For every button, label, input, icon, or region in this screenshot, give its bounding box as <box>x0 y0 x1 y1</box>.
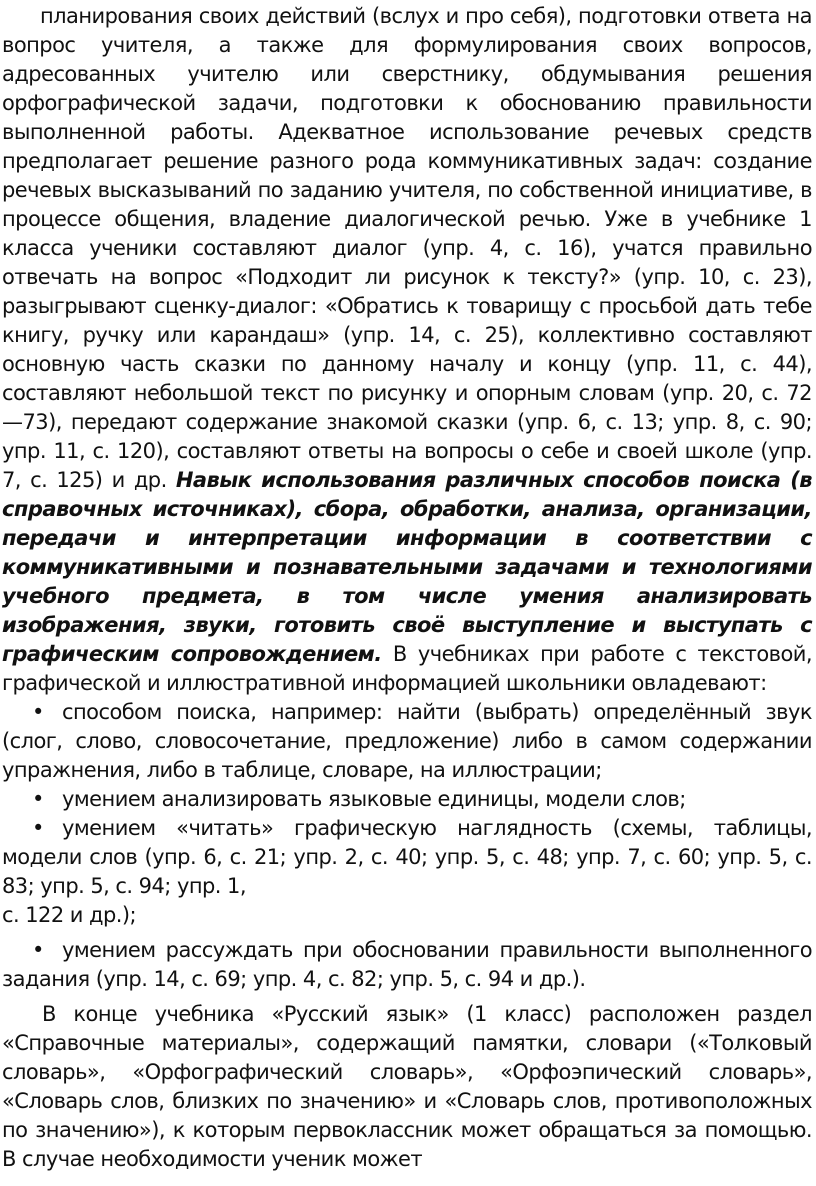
bullet-item-read-graphics-continuation: с. 122 и др.); <box>2 903 137 927</box>
bullet-text: умением рассуждать при обосновании правильности выполненного задания (упр. 14, с. 69; упр. 4, с. 82; упр. 5, с. 94 и др.). <box>2 938 812 991</box>
bullet-item-search: • способом поиска, например: найти (выбрать) определённый звук (слог, слово, словосочетание, предложение) либо в самом содержании упражнения, либо в таблице, словаре, на иллюстрации; <box>2 700 812 782</box>
bullet-item-reasoning: • умением рассуждать при обосновании правильности выполненного задания (упр. 14, с. 69; упр. 4, с. 82; упр. 5, с. 94 и др.). <box>2 938 812 991</box>
paragraph-main <box>2 2 812 698</box>
emphasized-skill-statement: Навык использования различных способов поиска (в справочных источниках), сбора, обработки, анализа, организации, передачи и интерпретации информации в соответствии с коммуникативными и познавательными задачами и технологиями учебного предмета, в том числе умения анализировать изображения, звуки, готовить своё выступление и выступать с графическим сопровождением. <box>2 468 812 666</box>
bullet-text: умением анализировать языковые единицы, модели слов; <box>62 787 686 811</box>
document-page <box>2 2 812 1174</box>
bullet-text: умением «читать» графическую наглядность (схемы, таблицы, модели слов (упр. 6, с. 21; упр. 2, с. 40; упр. 5, с. 48; упр. 7, с. 60; упр. 5, с. 83; упр. 5, с. 94; упр. 1, <box>2 816 812 898</box>
paragraph-main-ending: В учебниках при работе с текстовой, графической и иллюстративной информацией школьники овладевают: <box>2 642 812 695</box>
bullet-text: способом поиска, например: найти (выбрать) определённый звук (слог, слово, словосочетание, предложение) либо в самом содержании упражнения, либо в таблице, словаре, на иллюстрации; <box>2 700 812 782</box>
paragraph-main-text: планирования своих действий (вслух и про себя), подготовки ответа на вопрос учителя, а также для формулирования своих вопросов, адресованных учителю или сверстнику, обдумывания решения орфографической задачи, подготовки к обоснованию правильности выполненной работы. Адекватное использование речевых средств предполагает решение разного рода коммуникативных задач: создание речевых высказываний по заданию учителя, по собственной инициативе, в процессе общения, владение диалогической речью. Уже в учебнике 1 класса ученики составляют диалог (упр. 4, с. 16), учатся правильно отвечать на вопрос «Подходит ли рисунок к тексту?» (упр. 10, с. 23), разыгрывают сценку-диалог: «Обратись к товарищу с просьбой дать тебе книгу, ручку или карандаш» (упр. 14, с. 25), коллективно составляют основную часть сказки по данному началу и концу (упр. 11, с. 44), составляют небольшой текст по рисунку и опорным словам (упр. 20, с. 72—73), передают содержание знакомой сказки (упр. 6, с. 13; упр. 8, с. 90; упр. 11, с. 120), составляют ответы на вопросы о себе и своей школе (упр. 7, с. 125) и др. <box>2 4 812 492</box>
paragraph-reference-materials: В конце учебника «Русский язык» (1 класс) расположен раздел «Справочные материалы», содержащий памятки, словари («Толковый словарь», «Орфографический словарь», «Орфоэпический словарь», «Словарь слов, близких по значению» и «Словарь слов, противоположных по значению»), к которым первоклассник может обращаться за помощью. В случае необходимости ученик может <box>2 1002 812 1171</box>
bullet-item-read-graphics: • умением «читать» графическую наглядность (схемы, таблицы, модели слов (упр. 6, с. 21; упр. 2, с. 40; упр. 5, с. 48; упр. 7, с. 60; упр. 5, с. 83; упр. 5, с. 94; упр. 1, <box>2 816 812 898</box>
bullet-item-analyze: • умением анализировать языковые единицы, модели слов; <box>32 787 686 811</box>
